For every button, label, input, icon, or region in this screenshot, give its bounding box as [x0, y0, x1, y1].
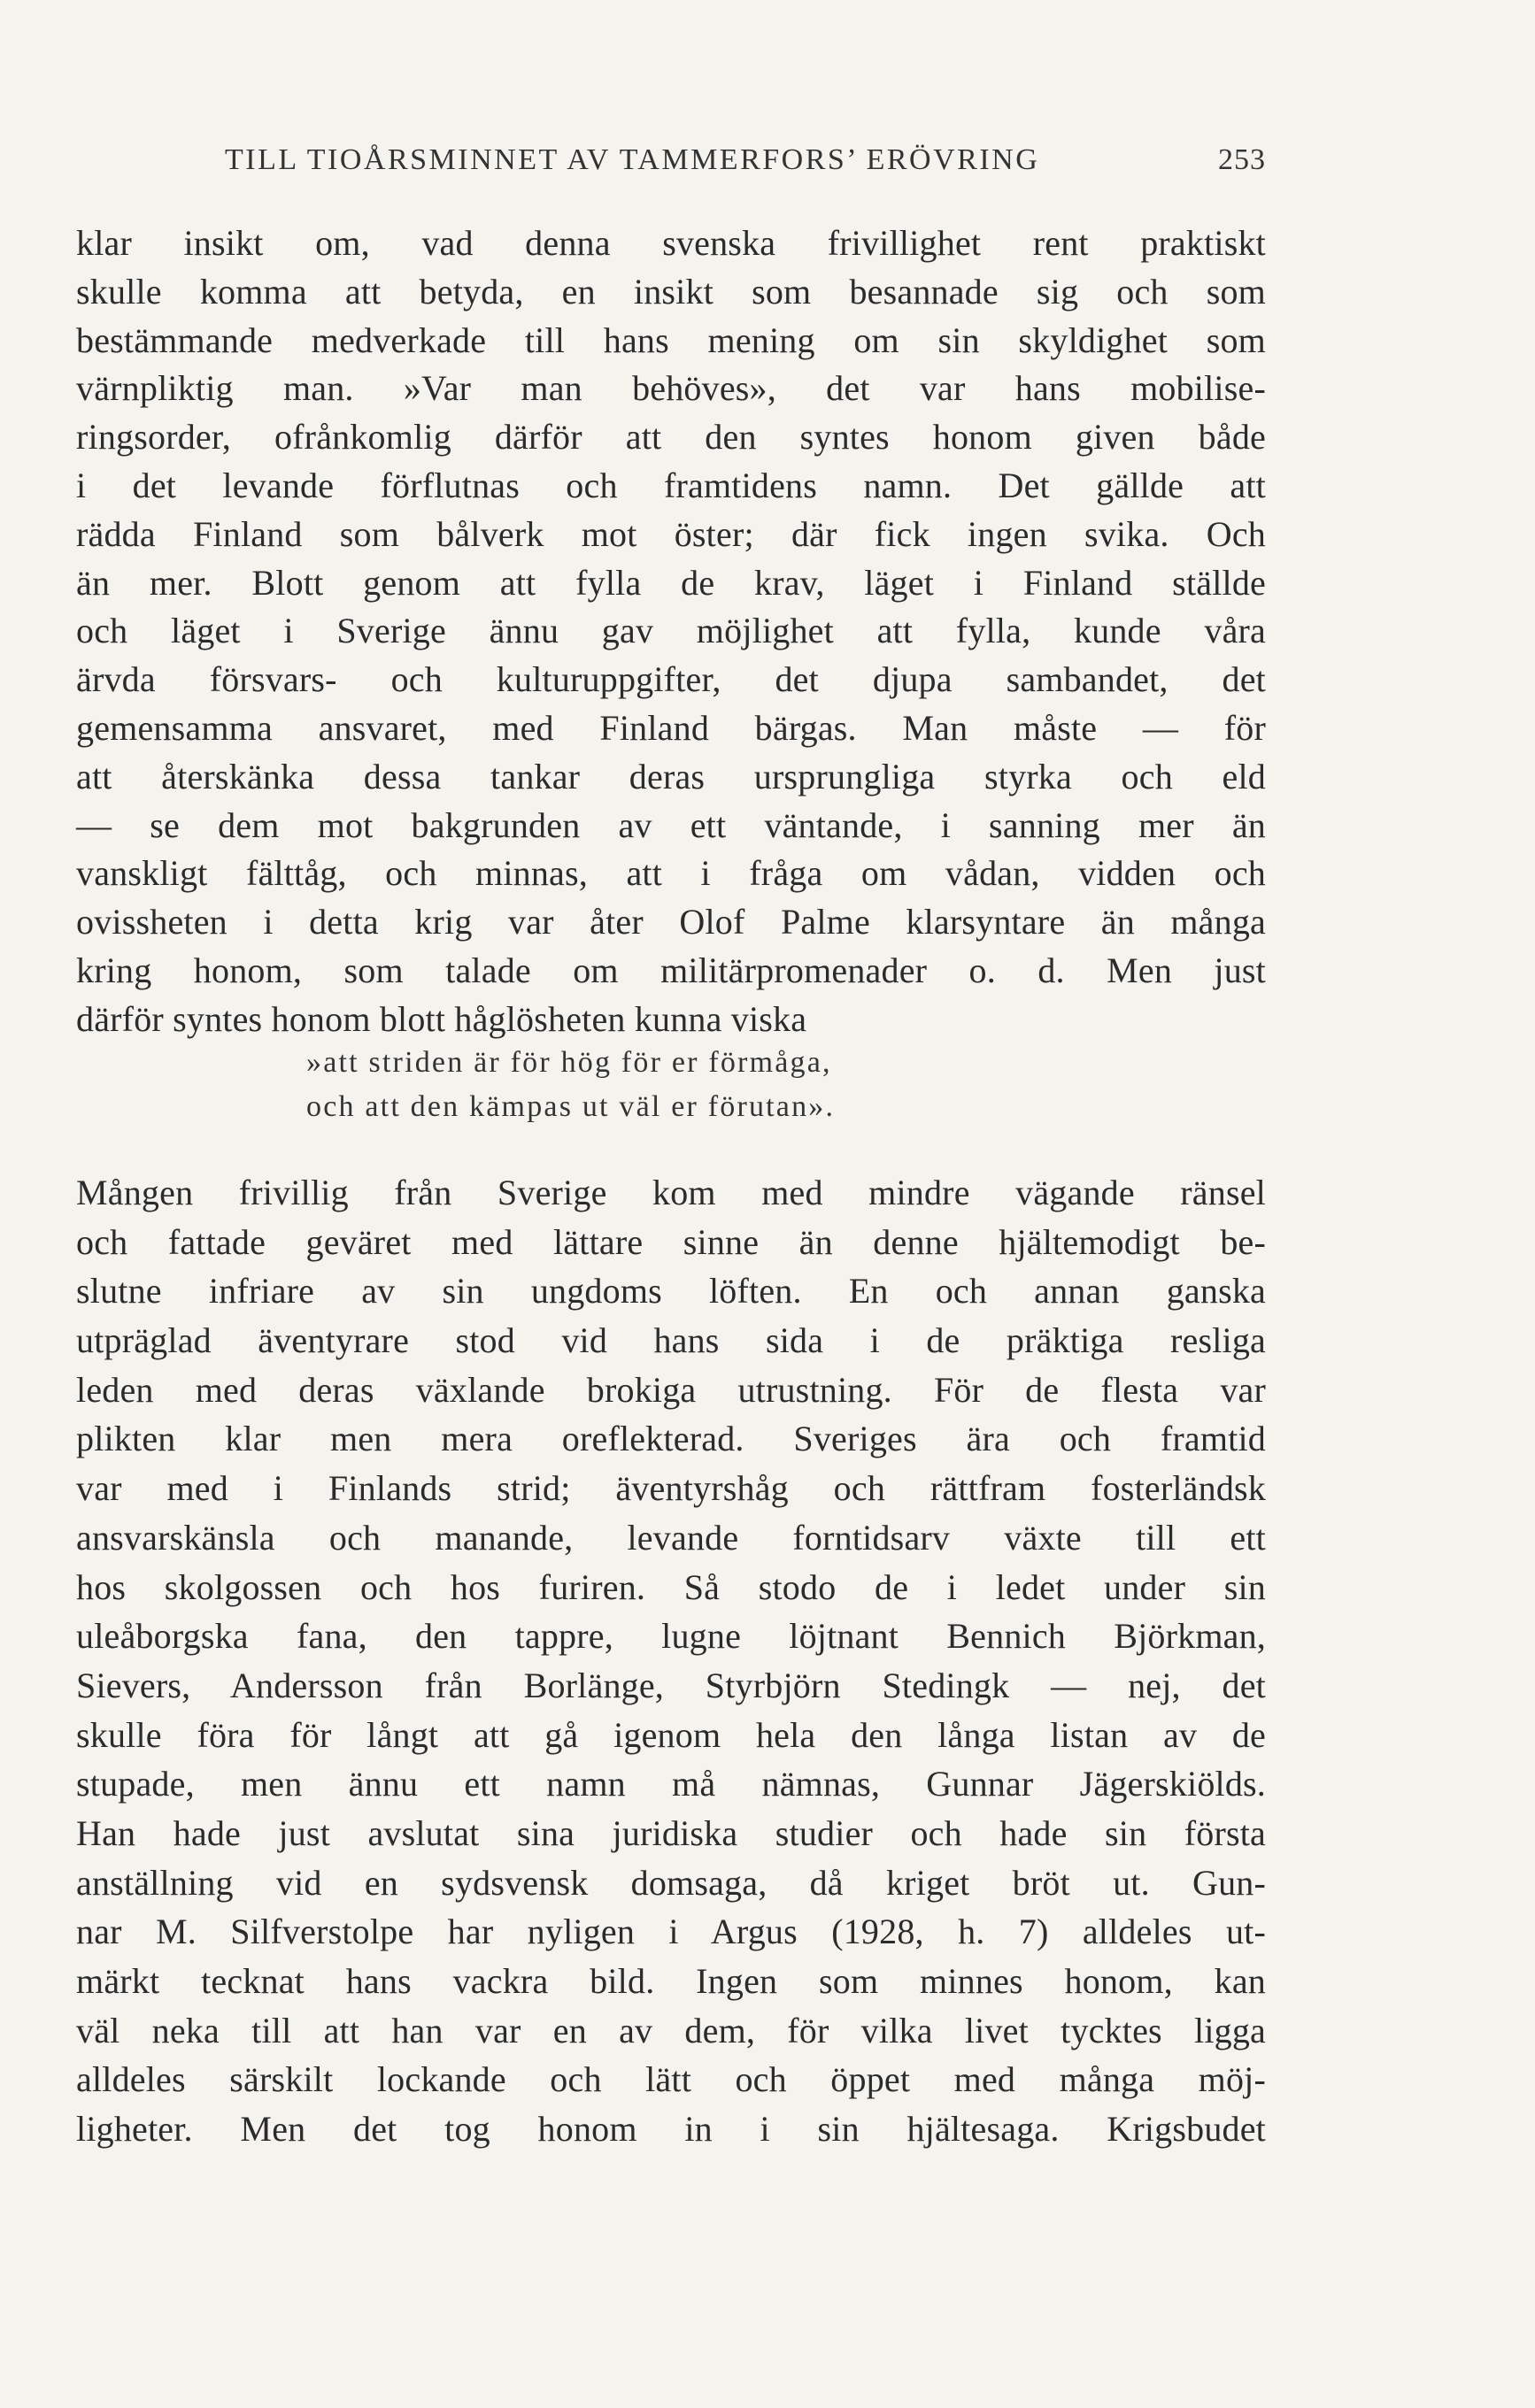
running-title: TILL TIOÅRSMINNET AV TAMMERFORS’ ERÖVRING: [225, 143, 1040, 176]
text-line: ligheter. Men det tog honom in i sin hjältesaga. Krigsbudet: [76, 2109, 1266, 2150]
text-line: Sievers, Andersson från Borlänge, Styrbjörn Stedingk — nej, det: [76, 1665, 1266, 1705]
text-line: skulle föra för långt att gå igenom hela den långa listan av de: [76, 1714, 1266, 1755]
text-line: ringsorder, ofrånkomlig därför att den syntes honom given både: [76, 417, 1266, 458]
text-line: än mer. Blott genom att fylla de krav, läget i Finland ställde: [76, 562, 1266, 603]
text-line: skulle komma att betyda, en insikt som besannade sig och som: [76, 271, 1266, 312]
text-line: rädda Finland som bålverk mot öster; där fick ingen svika. Och: [76, 513, 1266, 554]
text-line: ärvda försvars- och kulturuppgifter, det djupa sambandet, det: [76, 659, 1266, 700]
text-line: ovissheten i detta krig var åter Olof Palme klarsyntare än många: [76, 902, 1266, 942]
page-number: 253: [1218, 143, 1266, 176]
paragraph-2: [76, 1168, 1266, 2154]
text-line: bestämmande medverkade till hans mening om sin skyldighet som: [76, 319, 1266, 360]
text-line: leden med deras växlande brokiga utrustning. För de flesta var: [76, 1369, 1266, 1410]
text-line: Mången frivillig från Sverige kom med mindre vägande ränsel: [76, 1173, 1266, 1212]
text-line: märkt tecknat hans vackra bild. Ingen som minnes honom, kan: [76, 1961, 1266, 2001]
text-line: Han hade just avslutat sina juridiska studier och hade sin första: [76, 1812, 1266, 1853]
text-line: hos skolgossen och hos furiren. Så stodo de i ledet under sin: [76, 1566, 1266, 1607]
text-line: kring honom, som talade om militärpromenader o. d. Men just: [76, 950, 1266, 990]
text-line: väl neka till att han var en av dem, för vilka livet tycktes ligga: [76, 2010, 1266, 2050]
text-line: vanskligt fälttåg, och minnas, att i fråga om vådan, vidden och: [76, 853, 1266, 894]
text-line: plikten klar men mera oreflekterad. Sveriges ära och framtid: [76, 1419, 1266, 1459]
quote-line: och att den kämpas ut väl er förutan».: [306, 1090, 836, 1123]
text-line: — se dem mot bakgrunden av ett väntande, i sanning mer än: [76, 804, 1266, 845]
text-line: och fattade geväret med lättare sinne än denne hjältemodigt be-: [76, 1221, 1266, 1262]
text-line: klar insikt om, vad denna svenska frivillighet rent praktiskt: [76, 223, 1266, 263]
text-line: i det levande förflutnas och framtidens namn. Det gällde att: [76, 465, 1266, 505]
quote-line: »att striden är för hög för er förmåga,: [306, 1046, 832, 1079]
paragraph-1: [76, 219, 1266, 1044]
text-line: stupade, men ännu ett namn må nämnas, Gunnar Jägerskiölds.: [76, 1764, 1266, 1804]
text-line: att återskänka dessa tankar deras ursprungliga styrka och eld: [76, 756, 1266, 796]
text-line: därför syntes honom blott håglösheten kunna viska: [76, 998, 807, 1039]
text-line: var med i Finlands strid; äventyrshåg och rättfram fosterländsk: [76, 1468, 1266, 1509]
text-line: uleåborgska fana, den tappre, lugne löjtnant Bennich Björkman,: [76, 1616, 1266, 1657]
text-line: anställning vid en sydsvensk domsaga, då kriget bröt ut. Gun-: [76, 1862, 1266, 1903]
text-line: alldeles särskilt lockande och lätt och öppet med många möj-: [76, 2059, 1266, 2100]
text-line: värnpliktig man. »Var man behöves», det var hans mobilise-: [76, 368, 1266, 409]
text-line: gemensamma ansvaret, med Finland bärgas. Man måste — för: [76, 707, 1266, 748]
text-line: ansvarskänsla och manande, levande forntidsarv växte till ett: [76, 1517, 1266, 1558]
text-line: och läget i Sverige ännu gav möjlighet att fylla, kunde våra: [76, 611, 1266, 651]
text-line: nar M. Silfverstolpe har nyligen i Argus (1928, h. 7) alldeles ut-: [76, 1912, 1266, 1952]
running-head: [76, 143, 1266, 188]
text-line: utpräglad äventyrare stod vid hans sida i de präktiga resliga: [76, 1320, 1266, 1361]
text-line: slutne infriare av sin ungdoms löften. En och annan ganska: [76, 1271, 1266, 1312]
verse-quote: [306, 1041, 1103, 1129]
